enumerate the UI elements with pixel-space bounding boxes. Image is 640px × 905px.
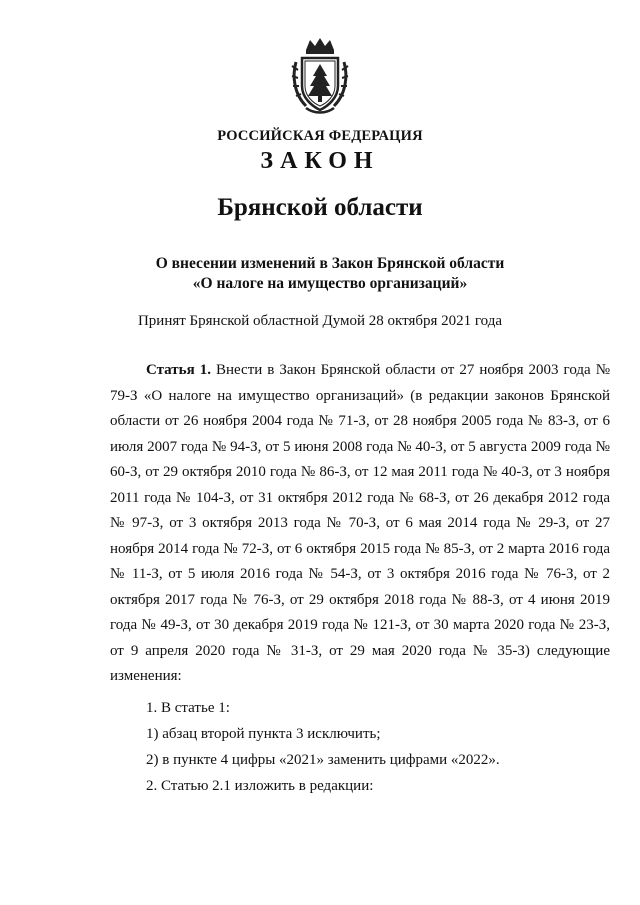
- adoption-note: Принят Брянской областной Думой 28 октября 2021 года: [137, 313, 503, 329]
- article-1-paragraph: [110, 358, 610, 690]
- document-type-heading: ЗАКОН: [260, 148, 380, 174]
- list-item: 1) абзац второй пункта 3 исключить;: [146, 726, 381, 742]
- coat-of-arms-icon: [288, 36, 352, 116]
- list-item: 1. В статье 1:: [146, 700, 230, 716]
- law-title: [60, 254, 600, 294]
- article-1-label: Статья 1.: [146, 362, 211, 378]
- law-title-line-2: «О налоге на имущество организаций»: [192, 275, 468, 292]
- country-heading: РОССИЙСКАЯ ФЕДЕРАЦИЯ: [217, 128, 423, 144]
- region-heading: Брянской области: [217, 194, 423, 221]
- list-item: 2) в пункте 4 цифры «2021» заменить цифрами «2022».: [146, 752, 500, 768]
- list-item: 2. Статью 2.1 изложить в редакции:: [146, 778, 374, 794]
- article-1-text: Внести в Закон Брянской области от 27 ноября 2003 года № 79-З «О налоге на имущество организаций» (в редакции законов Брянской области от 26 ноября 2004 года № 71-З, от 28 ноября 2005 года № 83-З, от 6 июля 2007 года № 94-З, от 5 июня 2008 года № 40-З, от 5 августа 2009 года № 60-З, от 29 октября 2010 года № 86-З, от 12 мая 2011 года № 40-З, от 3 ноября 2011 года № 104-З, от 31 октября 2012 года № 68-З, от 26 декабря 2012 года № 97-З, от 3 октября 2013 года № 70-З, от 6 мая 2014 года № 29-З, от 27 ноября 2014 года № 72-З, от 6 октября 2015 года № 85-З, от 2 марта 2016 года № 11-З, от 5 июля 2016 года № 54-З, от 3 октября 2016 года № 76-З, от 2 октября 2017 года № 76-З, от 29 октября 2018 года № 88-З, от 4 июня 2019 года № 49-З, от 30 декабря 2019 года № 121-З, от 30 марта 2020 года № 23-З, от 9 апреля 2020 года № 31-З, от 29 мая 2020 года № 35-З) следующие изменения:: [110, 362, 611, 684]
- law-title-line-1: О внесении изменений в Закон Брянской области: [155, 255, 505, 272]
